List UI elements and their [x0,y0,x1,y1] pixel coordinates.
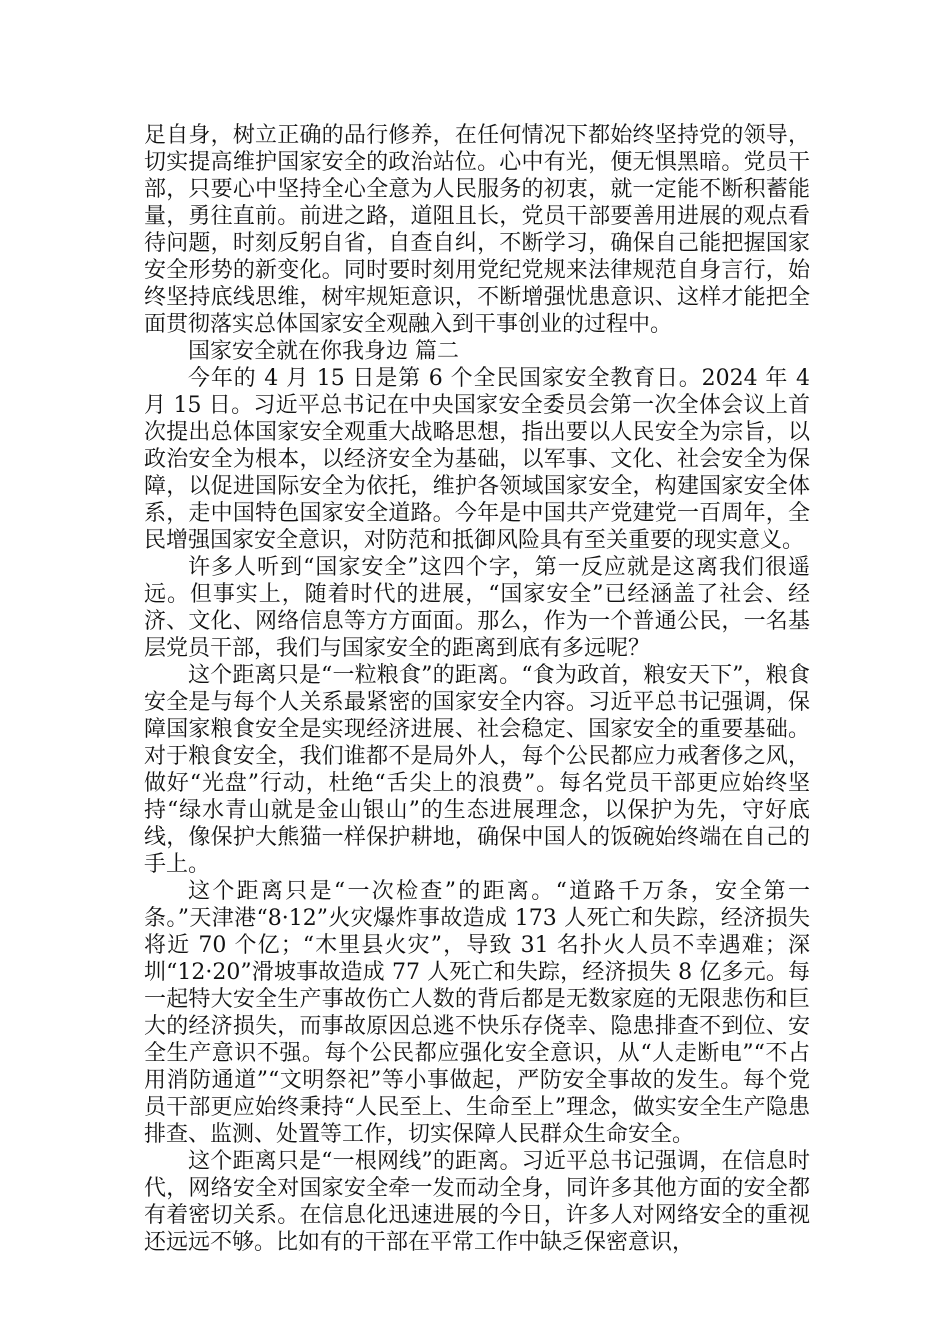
paragraph: 今年的 4 月 15 日是第 6 个全民国家安全教育日。2024 年 4 月 15 日。习近平总书记在中央国家安全委员会第一次全体会议上首次提出总体国家安全观重大战略思想，指出要以人民安全为宗旨，以政治安全为根本，以经济安全为基础，以军事、文化、社会安全为保障，以促进国际安全为依托，维护各领域国家安全，构建国家安全体系，走中国特色国家安全道路。今年是中国共产党建党一百周年，全民增强国家安全意识，对防范和抵御风险具有至关重要的现实意义。 [144,366,810,553]
paragraph: 这个距离只是“一次检查”的距离。“道路千万条，安全第一条。”天津港“8·12”火灾爆炸事故造成 173 人死亡和失踪，经济损失将近 70 个亿；“木里县火灾”，导致 31 名扑火人员不幸遇难；深圳“12·20”滑坡事故造成 77 人死亡和失踪，经济损失 8 亿多元。每一起特大安全生产事故伤亡人数的背后都是无数家庭的无限悲伤和巨大的经济损失，而事故原因总逃不快乐存侥幸、隐患排查不到位、安全生产意识不强。每个公民都应强化安全意识，从“人走断电”“不占用消防通道”“文明祭祀”等小事做起，严防安全事故的发生。每个党员干部更应始终秉持“人民至上、生命至上”理念，做实安全生产隐患排查、监测、处置等工作，切实保障人民群众生命安全。 [144,879,810,1147]
paragraph: 许多人听到“国家安全”这四个字，第一反应就是这离我们很遥远。但事实上，随着时代的进展，“国家安全”已经涵盖了社会、经济、文化、网络信息等方方面面。那么，作为一个普通公民，一名基层党员干部，我们与国家安全的距离到底有多远呢？ [144,555,810,661]
paragraph: 这个距离只是“一粒粮食”的距离。“食为政首，粮安天下”，粮食安全是与每个人关系最紧密的国家安全内容。习近平总书记强调，保障国家粮食安全是实现经济进展、社会稳定、国家安全的重要基础。对于粮食安全，我们谁都不是局外人，每个公民都应力戒奢侈之风，做好“光盘”行动，杜绝“舌尖上的浪费”。每名党员干部更应始终坚持“绿水青山就是金山银山”的生态进展理念，以保护为先，守好底线，像保护大熊猫一样保护耕地，确保中国人的饭碗始终端在自己的手上。 [144,663,810,877]
section-heading: 国家安全就在你我身边 篇二 [188,339,459,364]
paragraph-continuation: 足自身，树立正确的品行修养，在任何情况下都始终坚持党的领导，切实提高维护国家安全的政治站位。心中有光，便无惧黑暗。党员干部，只要心中坚持全心全意为人民服务的初衷，就一定能不断积蓄能量，勇往直前。前进之路，道阻且长，党员干部要善用进展的观点看待问题，时刻反躬自省，自查自纠，不断学习，确保自己能把握国家安全形势的新变化。同时要时刻用党纪党规来法律规范自身言行，始终坚持底线思维，树牢规矩意识，不断增强忧患意识、这样才能把全面贯彻落实总体国家安全观融入到干事创业的过程中。 [144,123,810,337]
paragraph: 这个距离只是“一根网线”的距离。习近平总书记强调，在信息时代，网络安全对国家安全牵一发而动全身，同许多其他方面的安全都有着密切关系。在信息化迅速进展的今日，许多人对网络安全的重视还远远不够。比如有的干部在平常工作中缺乏保密意识， [144,1149,810,1255]
document-page [144,122,810,1256]
